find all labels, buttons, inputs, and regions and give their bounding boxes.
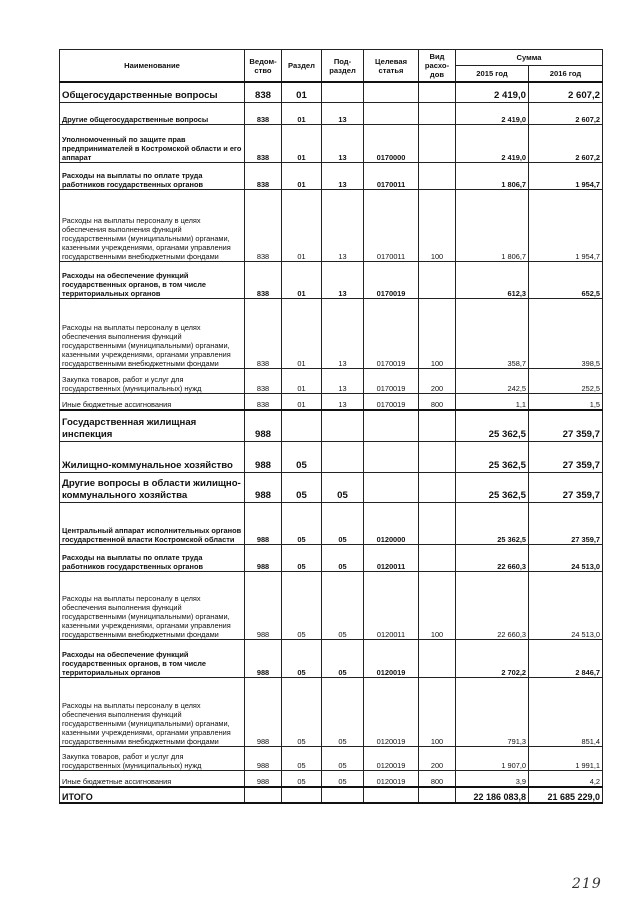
cell-razdel: 05 bbox=[282, 639, 322, 677]
cell-razdel: 01 bbox=[282, 298, 322, 368]
cell-name: Центральный аппарат исполнительных органов государственной власти Костромской области bbox=[60, 502, 245, 544]
total-label: ИТОГО bbox=[60, 787, 245, 803]
cell-vid: 800 bbox=[419, 393, 456, 410]
table-row bbox=[60, 162, 603, 189]
cell-cel: 0170011 bbox=[364, 162, 419, 189]
cell-y2016: 2 607,2 bbox=[529, 102, 603, 124]
cell-y2015: 25 362,5 bbox=[456, 502, 529, 544]
total-row bbox=[60, 787, 603, 803]
cell-cel: 0170011 bbox=[364, 189, 419, 261]
cell-podrazdel: 13 bbox=[322, 298, 364, 368]
header-2015: 2015 год bbox=[456, 66, 529, 83]
cell-y2015: 22 660,3 bbox=[456, 544, 529, 571]
cell-y2015: 2 419,0 bbox=[456, 82, 529, 102]
cell-y2016: 1,5 bbox=[529, 393, 603, 410]
cell-y2016: 4,2 bbox=[529, 770, 603, 787]
header-name: Наименование bbox=[60, 50, 245, 83]
cell-name: Расходы на выплаты персоналу в целях обеспечения выполнения функций государственными (муниципальными) органами, казенными учреждениями, органами управления государственными внебюджетными фондами bbox=[60, 298, 245, 368]
table-row bbox=[60, 746, 603, 770]
cell-name: Иные бюджетные ассигнования bbox=[60, 770, 245, 787]
cell-razdel: 05 bbox=[282, 746, 322, 770]
cell-podrazdel: 05 bbox=[322, 544, 364, 571]
cell-razdel: 05 bbox=[282, 441, 322, 472]
cell-razdel: 05 bbox=[282, 571, 322, 639]
cell-vid: 800 bbox=[419, 770, 456, 787]
cell-ved: 838 bbox=[245, 82, 282, 102]
cell-cel: 0170000 bbox=[364, 124, 419, 162]
cell-y2015: 2 419,0 bbox=[456, 102, 529, 124]
cell-name: Общегосударственные вопросы bbox=[60, 82, 245, 102]
cell-vid bbox=[419, 544, 456, 571]
cell-y2016: 398,5 bbox=[529, 298, 603, 368]
cell-podrazdel: 05 bbox=[322, 472, 364, 502]
cell-ved: 838 bbox=[245, 102, 282, 124]
cell-name: Расходы на выплаты персоналу в целях обеспечения выполнения функций государственными (муниципальными) органами, казенными учреждениями, органами управления государственными внебюджетными фондами bbox=[60, 677, 245, 746]
cell-y2016: 652,5 bbox=[529, 261, 603, 298]
cell-name: Закупка товаров, работ и услуг для государственных (муниципальных) нужд bbox=[60, 368, 245, 393]
cell-razdel: 01 bbox=[282, 393, 322, 410]
cell-cel: 0120019 bbox=[364, 677, 419, 746]
cell-podrazdel: 05 bbox=[322, 639, 364, 677]
cell-podrazdel: 05 bbox=[322, 502, 364, 544]
cell-ved: 988 bbox=[245, 746, 282, 770]
table-row bbox=[60, 441, 603, 472]
cell-y2015: 2 702,2 bbox=[456, 639, 529, 677]
cell-y2015: 25 362,5 bbox=[456, 441, 529, 472]
cell-ved: 988 bbox=[245, 410, 282, 441]
table-row bbox=[60, 393, 603, 410]
cell-ved: 838 bbox=[245, 124, 282, 162]
cell-y2015: 242,5 bbox=[456, 368, 529, 393]
cell-name: Расходы на выплаты персоналу в целях обеспечения выполнения функций государственными (муниципальными) органами, казенными учреждениями, органами управления государственными внебюджетными фондами bbox=[60, 189, 245, 261]
cell-y2016: 1 991,1 bbox=[529, 746, 603, 770]
cell-y2016: 2 846,7 bbox=[529, 639, 603, 677]
cell-cel: 0170019 bbox=[364, 368, 419, 393]
cell-ved: 838 bbox=[245, 393, 282, 410]
cell-cel bbox=[364, 441, 419, 472]
header-vid: Вид расхо-дов bbox=[419, 50, 456, 83]
table-row bbox=[60, 261, 603, 298]
cell-y2015: 1 806,7 bbox=[456, 162, 529, 189]
cell-name: Жилищно-коммунальное хозяйство bbox=[60, 441, 245, 472]
cell-vid bbox=[419, 502, 456, 544]
cell-name: Другие вопросы в области жилищно-коммунального хозяйства bbox=[60, 472, 245, 502]
table-row bbox=[60, 472, 603, 502]
cell-podrazdel: 13 bbox=[322, 102, 364, 124]
cell-cel bbox=[364, 472, 419, 502]
cell-y2016: 27 359,7 bbox=[529, 441, 603, 472]
cell-y2015: 22 660,3 bbox=[456, 571, 529, 639]
cell-ved: 838 bbox=[245, 189, 282, 261]
cell-y2016: 24 513,0 bbox=[529, 544, 603, 571]
table-row bbox=[60, 189, 603, 261]
cell-cel: 0120019 bbox=[364, 639, 419, 677]
cell-vid: 100 bbox=[419, 571, 456, 639]
cell-cel: 0120019 bbox=[364, 746, 419, 770]
cell-cel bbox=[364, 82, 419, 102]
table-row bbox=[60, 639, 603, 677]
cell-y2016: 24 513,0 bbox=[529, 571, 603, 639]
cell-ved: 838 bbox=[245, 162, 282, 189]
cell-y2016: 27 359,7 bbox=[529, 410, 603, 441]
cell-podrazdel: 05 bbox=[322, 677, 364, 746]
total-2016: 21 685 229,0 bbox=[529, 787, 603, 803]
cell-razdel: 05 bbox=[282, 502, 322, 544]
cell-razdel: 01 bbox=[282, 189, 322, 261]
cell-ved: 988 bbox=[245, 472, 282, 502]
cell-podrazdel: 13 bbox=[322, 368, 364, 393]
cell-razdel: 05 bbox=[282, 472, 322, 502]
cell-y2015: 25 362,5 bbox=[456, 410, 529, 441]
cell-cel: 0170019 bbox=[364, 261, 419, 298]
cell-vid: 100 bbox=[419, 298, 456, 368]
cell-ved: 988 bbox=[245, 544, 282, 571]
cell-name: Закупка товаров, работ и услуг для государственных (муниципальных) нужд bbox=[60, 746, 245, 770]
cell-vid bbox=[419, 124, 456, 162]
cell-y2016: 1 954,7 bbox=[529, 189, 603, 261]
cell-razdel: 01 bbox=[282, 162, 322, 189]
cell-cel: 0120019 bbox=[364, 770, 419, 787]
cell-razdel: 05 bbox=[282, 770, 322, 787]
cell-razdel: 01 bbox=[282, 82, 322, 102]
cell-vid bbox=[419, 639, 456, 677]
cell-cel: 0120011 bbox=[364, 571, 419, 639]
total-2015: 22 186 083,8 bbox=[456, 787, 529, 803]
cell-y2015: 2 419,0 bbox=[456, 124, 529, 162]
cell-y2016: 27 359,7 bbox=[529, 502, 603, 544]
table-row bbox=[60, 298, 603, 368]
cell-podrazdel: 13 bbox=[322, 189, 364, 261]
table-row bbox=[60, 82, 603, 102]
cell-y2016: 851,4 bbox=[529, 677, 603, 746]
cell-ved: 838 bbox=[245, 298, 282, 368]
cell-ved: 838 bbox=[245, 368, 282, 393]
cell-vid bbox=[419, 162, 456, 189]
table-row bbox=[60, 770, 603, 787]
cell-cel bbox=[364, 102, 419, 124]
table-row bbox=[60, 410, 603, 441]
table-body bbox=[60, 82, 603, 787]
table-row bbox=[60, 502, 603, 544]
cell-vid bbox=[419, 82, 456, 102]
header-razdel: Раздел bbox=[282, 50, 322, 83]
cell-y2016: 27 359,7 bbox=[529, 472, 603, 502]
cell-vid bbox=[419, 410, 456, 441]
table-row bbox=[60, 368, 603, 393]
cell-y2015: 25 362,5 bbox=[456, 472, 529, 502]
cell-cel: 0170019 bbox=[364, 298, 419, 368]
cell-y2015: 1 806,7 bbox=[456, 189, 529, 261]
cell-podrazdel bbox=[322, 410, 364, 441]
cell-razdel: 05 bbox=[282, 544, 322, 571]
header-summa: Сумма bbox=[456, 50, 603, 66]
cell-name: Государственная жилищная инспекция bbox=[60, 410, 245, 441]
cell-podrazdel: 05 bbox=[322, 571, 364, 639]
cell-ved: 988 bbox=[245, 441, 282, 472]
table-header bbox=[60, 50, 603, 83]
table-row bbox=[60, 102, 603, 124]
cell-razdel: 01 bbox=[282, 102, 322, 124]
cell-name: Другие общегосударственные вопросы bbox=[60, 102, 245, 124]
cell-cel: 0170019 bbox=[364, 393, 419, 410]
cell-podrazdel bbox=[322, 82, 364, 102]
cell-podrazdel: 13 bbox=[322, 261, 364, 298]
budget-table bbox=[59, 49, 603, 804]
cell-razdel: 05 bbox=[282, 677, 322, 746]
cell-podrazdel: 13 bbox=[322, 393, 364, 410]
cell-y2015: 1 907,0 bbox=[456, 746, 529, 770]
header-2016: 2016 год bbox=[529, 66, 603, 83]
table-row bbox=[60, 571, 603, 639]
cell-podrazdel: 05 bbox=[322, 746, 364, 770]
cell-vid: 100 bbox=[419, 189, 456, 261]
cell-cel bbox=[364, 410, 419, 441]
cell-vid: 200 bbox=[419, 368, 456, 393]
cell-ved: 988 bbox=[245, 639, 282, 677]
cell-name: Расходы на обеспечение функций государственных органов, в том числе территориальных органов bbox=[60, 261, 245, 298]
cell-razdel: 01 bbox=[282, 261, 322, 298]
cell-razdel: 01 bbox=[282, 368, 322, 393]
cell-vid bbox=[419, 261, 456, 298]
cell-name: Расходы на выплаты по оплате труда работников государственных органов bbox=[60, 544, 245, 571]
cell-ved: 988 bbox=[245, 770, 282, 787]
cell-y2016: 1 954,7 bbox=[529, 162, 603, 189]
cell-cel: 0120000 bbox=[364, 502, 419, 544]
cell-name: Расходы на выплаты персоналу в целях обеспечения выполнения функций государственными (муниципальными) органами, казенными учреждениями, органами управления государственными внебюджетными фондами bbox=[60, 571, 245, 639]
cell-name: Расходы на выплаты по оплате труда работников государственных органов bbox=[60, 162, 245, 189]
cell-razdel bbox=[282, 410, 322, 441]
cell-vid bbox=[419, 102, 456, 124]
cell-razdel: 01 bbox=[282, 124, 322, 162]
cell-podrazdel: 13 bbox=[322, 162, 364, 189]
cell-y2015: 3,9 bbox=[456, 770, 529, 787]
cell-name: Уполномоченный по защите прав предпринимателей в Костромской области и его аппарат bbox=[60, 124, 245, 162]
header-ved: Ведом-ство bbox=[245, 50, 282, 83]
cell-name: Расходы на обеспечение функций государственных органов, в том числе территориальных органов bbox=[60, 639, 245, 677]
cell-y2015: 1,1 bbox=[456, 393, 529, 410]
page-number-handwritten: 219 bbox=[572, 876, 602, 892]
cell-ved: 838 bbox=[245, 261, 282, 298]
cell-y2016: 2 607,2 bbox=[529, 124, 603, 162]
header-cel: Целевая статья bbox=[364, 50, 419, 83]
cell-y2015: 358,7 bbox=[456, 298, 529, 368]
cell-podrazdel bbox=[322, 441, 364, 472]
cell-cel: 0120011 bbox=[364, 544, 419, 571]
cell-vid bbox=[419, 472, 456, 502]
cell-y2016: 2 607,2 bbox=[529, 82, 603, 102]
cell-vid: 100 bbox=[419, 677, 456, 746]
cell-y2016: 252,5 bbox=[529, 368, 603, 393]
cell-vid: 200 bbox=[419, 746, 456, 770]
cell-y2015: 612,3 bbox=[456, 261, 529, 298]
cell-name: Иные бюджетные ассигнования bbox=[60, 393, 245, 410]
cell-ved: 988 bbox=[245, 571, 282, 639]
cell-ved: 988 bbox=[245, 502, 282, 544]
table-row bbox=[60, 544, 603, 571]
cell-ved: 988 bbox=[245, 677, 282, 746]
cell-podrazdel: 05 bbox=[322, 770, 364, 787]
header-podrazdel: Под-раздел bbox=[322, 50, 364, 83]
cell-vid bbox=[419, 441, 456, 472]
table-row bbox=[60, 677, 603, 746]
table-row bbox=[60, 124, 603, 162]
cell-podrazdel: 13 bbox=[322, 124, 364, 162]
cell-y2015: 791,3 bbox=[456, 677, 529, 746]
